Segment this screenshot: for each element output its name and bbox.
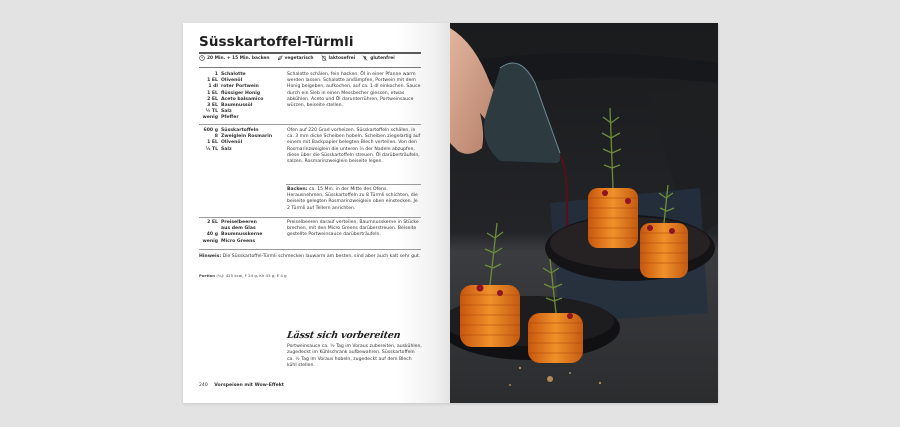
recipe-note: Hinweis: Die Süsskartoffel-Türmli schmecken lauwarm am besten, sind aber auch kalt sehr gut. [199,254,421,259]
ingredient-row: 40 g Baumnusskerne [206,232,263,238]
title-rule [199,52,421,54]
no-milk-icon [321,55,327,61]
ingredient-row: 8 Zweiglein Rosmarin [214,134,273,140]
step-divider [199,124,421,125]
recipe-page [183,23,450,403]
meta-lactose-free [321,55,356,61]
ingredient-list [199,220,286,245]
step-text: Ofen auf 220 Grad vorheizen. Süsskartoffeln schälen, in ca. 3 mm dicke Scheiben hobeln. Scheiben ziegelartig auf einem mit Backpapier belegten Blech verteilen. Von den Rosmarinzweiglein die unteren ⅔ der Nadeln abzupfen, diese über die Süsskartoffeln streuen. Öl darüberträufeln, salzen. Rosmarinzweiglein beiseite legen. [287,128,421,165]
meta-lactose-free-label: laktosefrei [328,55,356,61]
recipe-step-garnish [199,220,421,245]
meta-rule [199,67,421,68]
ingredient-row: wenig Micro Greens [202,238,256,244]
ingredient-row: 1 Schalotte [214,72,246,77]
ingredient-row: 1 dl roter Portwein [208,84,259,90]
meta-gluten-free [362,55,395,61]
ingredient-list-empty [199,187,286,212]
back-tower-right [640,223,688,278]
recipe-step-bake [199,187,421,212]
step-divider [199,217,421,218]
recipe-title: Süsskartoffel-Türmli [199,34,354,50]
food-photo [450,23,718,403]
front-tower-right [528,313,583,363]
meta-vegetarian [277,55,314,61]
ingredient-row: 600 g Süsskartoffeln [203,128,259,133]
meta-time [199,55,270,61]
recipe-step-potatoes [199,128,421,165]
ingredient-list [199,72,286,122]
tip-text: Portweinsauce ca. ½ Tag im Voraus zubereiten, auskühlen, zugedeckt im Kühlschrank aufbewahren. Süsskartoffeln ca. ½ Tag im Voraus hobeln, zugedeckt auf dem Blech kühl stellen. [287,344,422,368]
ingredient-row: 2 EL Aceto balsamico [207,96,264,102]
ingredient-row: 1 EL Olivenöl [207,140,243,146]
step-divider [199,249,421,250]
tip-title: Lässt sich vorbereiten [286,330,402,341]
recipe-step-sauce [199,72,421,122]
leaf-icon [277,55,283,61]
ingredient-row: wenig Pfeffer [202,115,239,121]
ingredient-row: aus dem Glas [221,226,256,232]
nutrition-info: Portion (¼): 425 kcal, F 24 g, Kh 43 g, E 4 g [199,273,287,278]
ingredient-list [199,128,286,165]
meta-time-label: 20 Min. + 15 Min. backen [207,55,270,61]
ingredient-row: 2 EL Preiselbeeren [207,220,257,225]
meta-vegetarian-label: vegetarisch [284,55,314,61]
back-tower-left [588,188,638,248]
book-spread [183,23,718,403]
page-footer [199,383,284,388]
meta-gluten-free-label: glutenfrei [370,55,395,61]
clock-icon [199,55,205,61]
page-number: 240 [199,383,208,388]
no-wheat-icon [362,55,368,61]
ingredient-row: 1 EL flüssiger Honig [207,90,261,96]
recipe-meta [199,55,395,61]
step-divider [286,184,421,185]
step-text: Schalotte schälen, fein hacken. Öl in einer Pfanne warm werden lassen. Schalotte andämpfen, Portwein mit dem Honig beigeben, aufkochen, auf ca. 1 dl einkochen. Sauce durch ein Sieb in einen Messbecher giessen, etwas abkühlen. Aceto und Öl darunterrühren, Portweinsauce würzen, beiseite stellen. [287,72,421,109]
ingredient-row: 3 EL Baumnussöl [207,103,253,109]
front-tower-left [460,285,520,348]
food-photo-illustration [450,23,718,403]
section-title: Vorspeisen mit Wow-Effekt [214,383,284,388]
ingredient-row: ¼ TL Salz [205,109,232,115]
step-text: Backen: ca. 15 Min. in der Mitte des Ofens. Herausnehmen, Süsskartoffeln zu 8 Türmli schichten, die beiseite gelegten Rosmarinzweiglein oben einstecken. Je 2 Türmli auf Tellern anrichten. [287,187,418,211]
ingredient-row: ½ TL Salz [205,146,232,152]
ingredient-row: 1 EL Olivenöl [207,78,243,84]
step-text: Preiselbeeren darauf verteilen, Baumnusskerne in Stücke brechen, mit den Micro Greens darüberstreuen. Beiseite gestellte Portweinsauce darüberträufeln. [287,220,419,238]
